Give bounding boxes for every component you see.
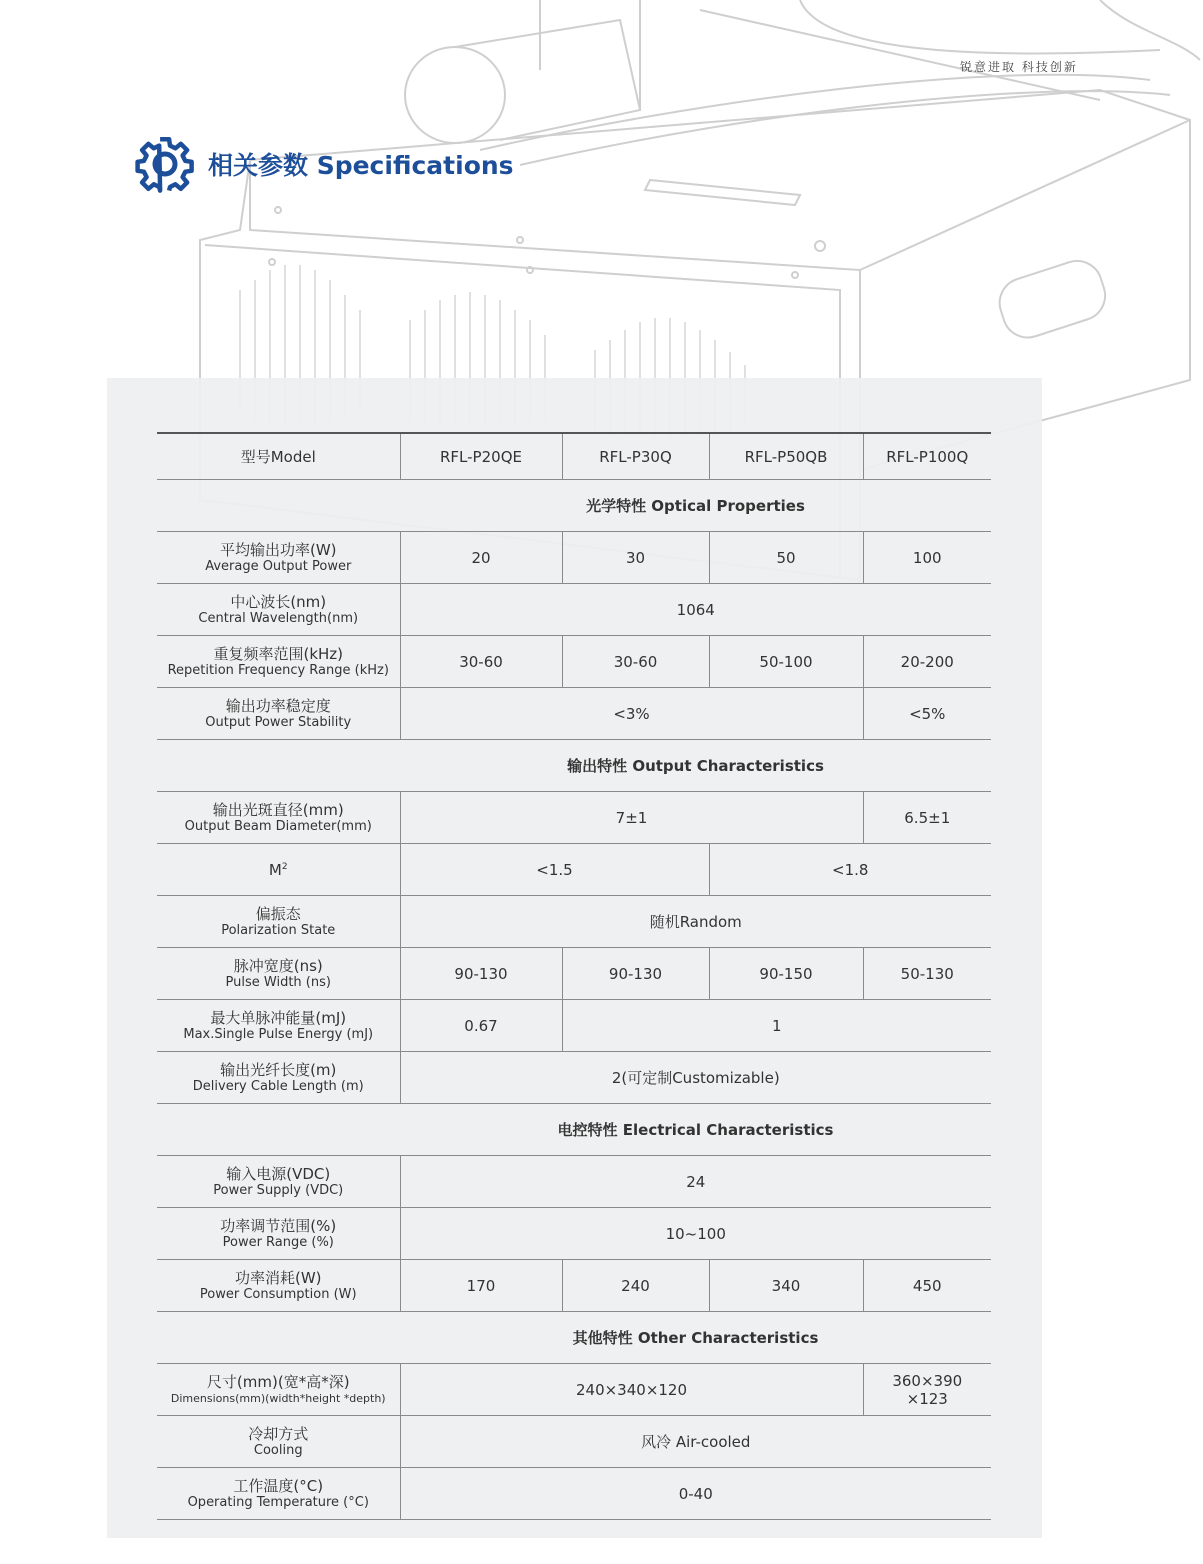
section-row xyxy=(157,1312,991,1364)
model-name: RFL-P20QE xyxy=(400,433,562,480)
cell: 7±1 xyxy=(400,792,863,844)
row-label: 输出光纤长度(m) Delivery Cable Length (m) xyxy=(157,1052,400,1104)
row-label: 尺寸(mm)(宽*高*深) Dimensions(mm)(width*height *depth) xyxy=(157,1364,400,1416)
cell: 360×390 ×123 xyxy=(863,1364,991,1416)
section-heading xyxy=(134,132,514,196)
cell: 20 xyxy=(400,532,562,584)
cell: 6.5±1 xyxy=(863,792,991,844)
specifications-table xyxy=(157,432,991,1520)
row-label: 功率消耗(W) Power Consumption (W) xyxy=(157,1260,400,1312)
cell: 50-100 xyxy=(709,636,863,688)
cell: <1.5 xyxy=(400,844,709,896)
row-label: 脉冲宽度(ns) Pulse Width (ns) xyxy=(157,948,400,1000)
row-label: 输出光斑直径(mm) Output Beam Diameter(mm) xyxy=(157,792,400,844)
row-label: 最大单脉冲能量(mJ) Max.Single Pulse Energy (mJ) xyxy=(157,1000,400,1052)
row-label: 功率调节范围(%) Power Range (%) xyxy=(157,1208,400,1260)
section-title-other: 其他特性 Other Characteristics xyxy=(400,1312,991,1364)
section-title-output: 输出特性 Output Characteristics xyxy=(400,740,991,792)
tagline: 锐意进取 科技创新 xyxy=(960,60,1078,74)
table-row xyxy=(157,1364,991,1416)
cell: 10~100 xyxy=(400,1208,991,1260)
cell: 240×340×120 xyxy=(400,1364,863,1416)
cell: 0.67 xyxy=(400,1000,562,1052)
cell: 240 xyxy=(562,1260,709,1312)
cell: 170 xyxy=(400,1260,562,1312)
table-row xyxy=(157,688,991,740)
section-title-optical: 光学特性 Optical Properties xyxy=(400,480,991,532)
cell: 30-60 xyxy=(400,636,562,688)
cell: 90-150 xyxy=(709,948,863,1000)
cell: 30-60 xyxy=(562,636,709,688)
cell: <5% xyxy=(863,688,991,740)
cell: <1.8 xyxy=(709,844,991,896)
page-title: 相关参数 Specifications xyxy=(208,151,514,180)
row-label: 重复频率范围(kHz) Repetition Frequency Range (kHz) xyxy=(157,636,400,688)
table-row xyxy=(157,1000,991,1052)
row-label: 工作温度(°C) Operating Temperature (°C) xyxy=(157,1468,400,1520)
cell: 50-130 xyxy=(863,948,991,1000)
row-label: 平均输出功率(W) Average Output Power xyxy=(157,532,400,584)
table-row xyxy=(157,636,991,688)
table-row xyxy=(157,532,991,584)
cell: 随机Random xyxy=(400,896,991,948)
cell: 30 xyxy=(562,532,709,584)
row-label: 偏振态 Polarization State xyxy=(157,896,400,948)
table-row xyxy=(157,844,991,896)
gear-icon xyxy=(134,133,196,195)
table-row xyxy=(157,1156,991,1208)
model-name: RFL-P100Q xyxy=(863,433,991,480)
table-row xyxy=(157,1468,991,1520)
model-name: RFL-P50QB xyxy=(709,433,863,480)
cell: 450 xyxy=(863,1260,991,1312)
section-row xyxy=(157,740,991,792)
table-row xyxy=(157,896,991,948)
row-label: 冷却方式 Cooling xyxy=(157,1416,400,1468)
cell: 90-130 xyxy=(562,948,709,1000)
cell: 1064 xyxy=(400,584,991,636)
cell: 90-130 xyxy=(400,948,562,1000)
table-row xyxy=(157,1208,991,1260)
section-row xyxy=(157,480,991,532)
cell: 50 xyxy=(709,532,863,584)
table-row xyxy=(157,948,991,1000)
cell: 100 xyxy=(863,532,991,584)
cell: <3% xyxy=(400,688,863,740)
cell: 风冷 Air-cooled xyxy=(400,1416,991,1468)
row-label: 输出功率稳定度 Output Power Stability xyxy=(157,688,400,740)
row-label: $M^2$ xyxy=(157,844,400,896)
table-row xyxy=(157,1260,991,1312)
cell: 1 xyxy=(562,1000,991,1052)
model-label: 型号Model xyxy=(157,433,400,480)
section-title-electrical: 电控特性 Electrical Characteristics xyxy=(400,1104,991,1156)
row-label: 输入电源(VDC) Power Supply (VDC) xyxy=(157,1156,400,1208)
section-row xyxy=(157,1104,991,1156)
table-row xyxy=(157,792,991,844)
table-row xyxy=(157,1052,991,1104)
model-name: RFL-P30Q xyxy=(562,433,709,480)
table-header-row xyxy=(157,433,991,480)
cell: 20-200 xyxy=(863,636,991,688)
table-row xyxy=(157,1416,991,1468)
cell: 0-40 xyxy=(400,1468,991,1520)
row-label: 中心波长(nm) Central Wavelength(nm) xyxy=(157,584,400,636)
cell: 340 xyxy=(709,1260,863,1312)
cell: 24 xyxy=(400,1156,991,1208)
table-row xyxy=(157,584,991,636)
cell: 2(可定制Customizable) xyxy=(400,1052,991,1104)
